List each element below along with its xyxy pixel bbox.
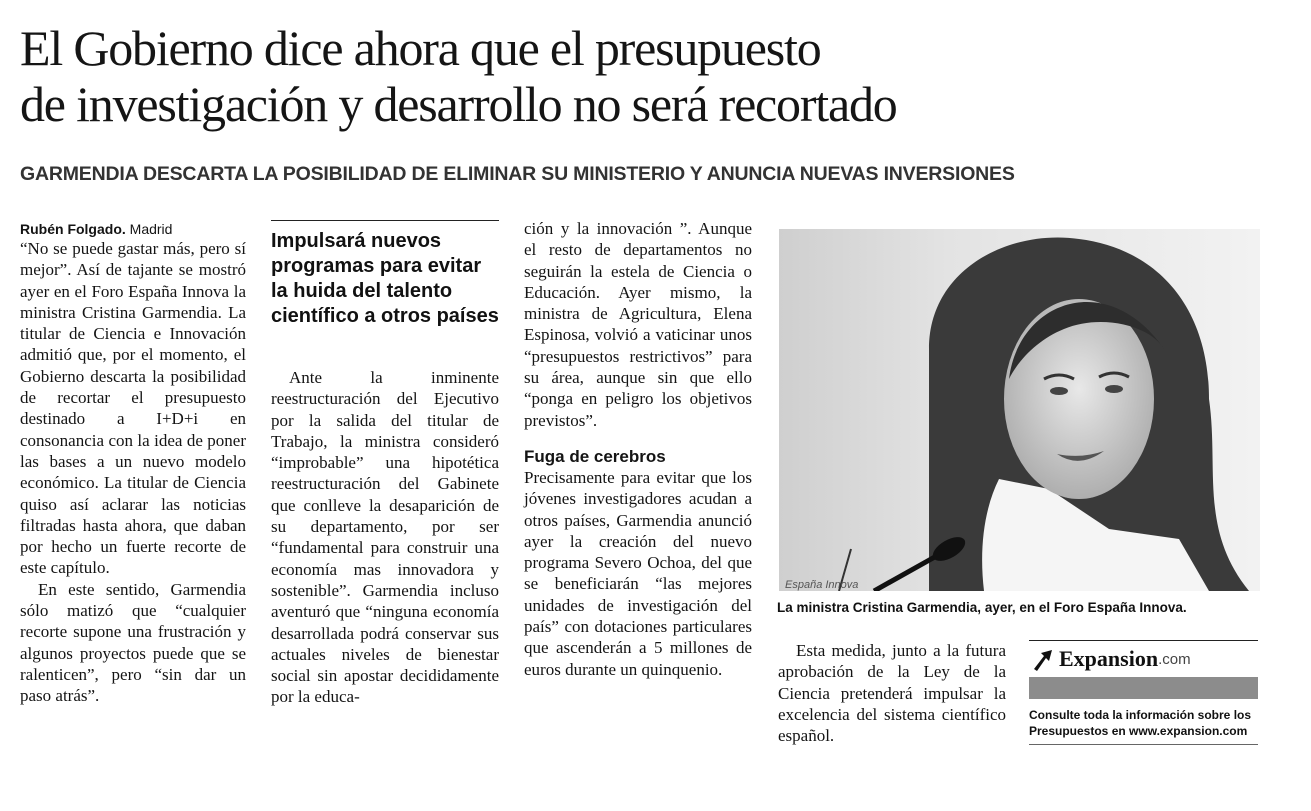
byline-author: Rubén Folgado. (20, 221, 126, 237)
column-4-paragraph-1: Esta medida, junto a la futura aprobación de la Ley de la Ciencia pretenderá impulsar la excelencia del sistema científico español. (778, 641, 1006, 746)
byline (20, 220, 246, 238)
article-column-1 (20, 220, 246, 707)
subheadline: GARMENDIA DESCARTA LA POSIBILIDAD DE ELIMINAR SU MINISTERIO Y ANUNCIA NUEVAS INVERSIONES (20, 163, 1015, 185)
section-subtitle: Fuga de cerebros (524, 446, 666, 466)
promo-info-text (1029, 707, 1258, 739)
promo-info-line-1: Consulte toda la información sobre los (1029, 708, 1252, 722)
logo-suffix-text: .com (1158, 650, 1191, 668)
promo-gray-bar (1029, 677, 1258, 699)
promo-info-line-2: Presupuestos en www.expansion.com (1029, 724, 1248, 738)
headline-line-1: El Gobierno dice ahora que el presupuesto (20, 20, 821, 76)
photo-illustration (779, 229, 1260, 591)
column-1-paragraph-2: En este sentido, Garmendia sólo matizó que “cualquier recorte supone una frustración y algunos proyectos puede que se ralenticen”, pero “sin dar un paso atrás”. (20, 579, 246, 706)
photo-backdrop-text: España Innova (785, 579, 859, 591)
article-column-3 (524, 218, 752, 680)
expansion-promo-box (1029, 640, 1258, 748)
arrow-icon (1031, 647, 1055, 671)
expansion-logo (1029, 641, 1258, 677)
column-3-paragraph-2: Precisamente para evitar que los jóvenes investigadores acudan a otros países, Garmendia anunció ayer la creación del nuevo programa Severo Ochoa, del que se beneficiarán “las mejores unidades de investigación del país” con dotaciones particulares que ascenderán a 5 millones de euros durante un quinquenio. (524, 467, 752, 679)
column-2-paragraph-1: Ante la inminente reestructuración del Ejecutivo por la salida del titular de Trabajo, la ministra consideró “improbable” una hipotética reestructuración del Gabinete que conlleve la desaparición de su departamento, por ser “fundamental para construir una economía mas innovadora y sostenible”. Garmendia incluso aventuró que “ninguna economía desarrollada podrá conservar sus actuales niveles de bienestar social sin apostar decididamente por la educa- (271, 368, 499, 707)
pullquote: Impulsará nuevos programas para evitar la huida del talento científico a otros países (271, 230, 499, 327)
pullquote-rule (271, 220, 499, 221)
byline-location: Madrid (129, 221, 173, 237)
article-photo (779, 229, 1260, 591)
headline (20, 20, 1120, 132)
article-column-4 (778, 640, 1006, 746)
article-column-2 (271, 220, 499, 708)
logo-main-text: Expansion (1059, 646, 1159, 671)
promo-bottom-rule (1029, 744, 1258, 745)
column-1-paragraph-1: “No se puede gastar más, pero sí mejor”. Así de tajante se mostró ayer en el Foro España Innova la ministra Cristina Garmendia. La titular de Ciencia e Innovación admitió que, por el momento, el Gobierno descarta la posibilidad de recortar el presupuesto destinado a I+D+i en consonancia con la idea de poner las bases a un nuevo modelo económico. La titular de Ciencia quiso así aclarar las noticias filtradas hasta ahora, que daban por hecho un fuerte recorte de este capítulo. (20, 239, 246, 578)
headline-line-2: de investigación y desarrollo no será recortado (20, 76, 897, 132)
photo-caption: La ministra Cristina Garmendia, ayer, en el Foro España Innova. (777, 600, 1187, 615)
column-3-paragraph-1: ción y la innovación ”. Aunque el resto de departamentos no seguirán la estela de Ciencia o Educación. Ayer mismo, la ministra de Agricultura, Elena Espinosa, volvió a vaticinar unos “presupuestos restrictivos” para su área, aunque sin que ello “ponga en peligro los objetivos previstos”. (524, 219, 752, 430)
